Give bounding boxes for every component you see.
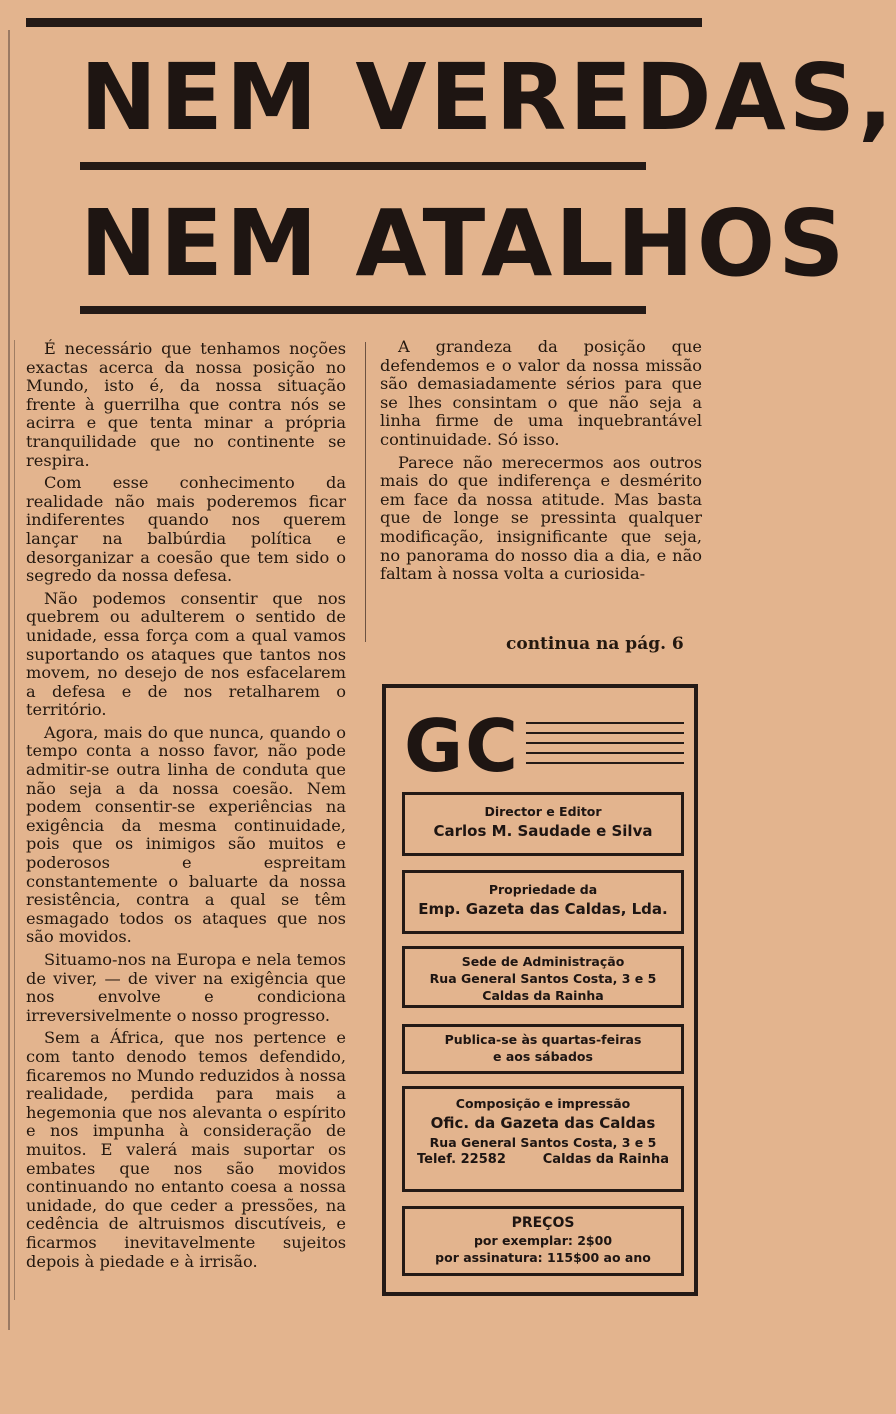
article-column-1 — [26, 340, 346, 1275]
print-city: Caldas da Rainha — [542, 1152, 669, 1167]
price-subscription: por assinatura: 115$00 ao ano — [435, 1250, 651, 1265]
prices-box — [402, 1206, 684, 1276]
gc-logo: GC — [404, 704, 520, 788]
administration-box — [402, 946, 684, 1008]
headline-line-1: NEM VEREDAS, — [80, 44, 896, 151]
director-name: Carlos M. Saudade e Silva — [433, 822, 653, 840]
property-name: Emp. Gazeta das Caldas, Lda. — [418, 900, 668, 918]
price-per-issue: por exemplar: 2$00 — [473, 1233, 613, 1248]
property-label: Propriedade da — [488, 882, 598, 897]
property-box — [402, 870, 684, 934]
article-paragraph: A grandeza da posição que defendemos e o valor da nossa missão são demasiadamente sérios para que se lhes consintam o que não seja a linha firme de uma inquebrantável continuidade. Só isso. — [380, 337, 702, 449]
print-label: Composição e impressão — [455, 1096, 631, 1111]
article-paragraph: Situamo-nos na Europa e nela temos de viver, — de viver na exigência que nos envolve e condiciona irreversivelmente o nosso progresso. — [26, 950, 346, 1025]
headline-line-2: NEM ATALHOS — [80, 190, 848, 297]
publish-line-2: e aos sábados — [493, 1049, 593, 1064]
column-left-rule — [14, 340, 15, 1300]
article-paragraph: Sem a África, que nos pertence e com tanto denodo temos defendido, ficaremos no Mundo reduzidos à nossa realidade, perdida para mais a hegemonia que nos alevanta o espírito e nos impunha à consideração de muitos. E valerá mais suportar os embates que nos são movidos continuando no entanto coesa a nossa unidade, do que ceder a pressões, na cedência de altruismos discutíveis, e ficarmos inevitavelmente sujeitos depois à piedade e à irrisão. — [26, 1028, 346, 1271]
admin-address: Rua General Santos Costa, 3 e 5 — [429, 971, 657, 986]
article-paragraph: Com esse conhecimento da realidade não mais poderemos ficar indiferentes quando nos querem lançar na balbúrdia política e desorganizar a coesão que tem sido o segredo da nossa defesa. — [26, 473, 346, 586]
admin-city: Caldas da Rainha — [482, 988, 604, 1003]
headline-rule-1 — [80, 162, 646, 170]
print-name: Ofic. da Gazeta das Caldas — [430, 1114, 656, 1132]
top-rule — [26, 18, 702, 27]
print-contact-row — [405, 1151, 681, 1169]
prices-label: PREÇOS — [511, 1215, 575, 1231]
printing-box — [402, 1086, 684, 1192]
article-paragraph: É necessário que tenhamos noções exactas acerca da nossa posição no Mundo, isto é, da nossa situação frente à guerrilha que contra nós se acirra e que tenta minar a própria tranquilidade que no continente se respira. — [26, 339, 346, 470]
column-divider — [365, 342, 366, 642]
article-paragraph: Agora, mais do que nunca, quando o tempo conta a nosso favor, não pode admitir-se outra linha de conduta que não seja a da nossa coesão. Nem podem consentir-se experiências na exigência da mesma continuidade, pois que os inimigos são muitos e poderosos e espreitam constantemente o baluarte da nossa resistência, contra a qual se têm esmagado todos os ataques que nos são movidos. — [26, 722, 346, 947]
director-box — [402, 792, 684, 856]
article-column-2 — [380, 338, 702, 588]
article-paragraph: Parece não merecermos aos outros mais do que indiferença e desmérito em face da nossa atitude. Mas basta que de longe se pressinta qualquer modificação, insignificante que seja, no panorama do nosso dia a dia, e não faltam à nossa volta a curiosida- — [380, 452, 702, 584]
page-edge — [8, 30, 10, 1330]
publish-line-1: Publica-se às quartas-feiras — [444, 1032, 642, 1047]
publication-days-box — [402, 1024, 684, 1074]
print-address: Rua General Santos Costa, 3 e 5 — [429, 1135, 657, 1150]
continued-on-page-link[interactable]: continua na pág. 6 — [506, 634, 684, 654]
headline-rule-2 — [80, 306, 646, 314]
admin-label: Sede de Administração — [461, 954, 625, 969]
director-label: Director e Editor — [484, 804, 602, 819]
article-paragraph: Não podemos consentir que nos quebrem ou adulterem o sentido de unidade, essa força com a qual vamos suportando os ataques que tantos nos movem, no desejo de nos esfacelarem a defesa e de nos retalharem o território. — [26, 588, 346, 720]
print-phone: Telef. 22582 — [417, 1152, 506, 1167]
masthead-box — [382, 684, 698, 1296]
logo-decorative-lines — [526, 722, 684, 772]
